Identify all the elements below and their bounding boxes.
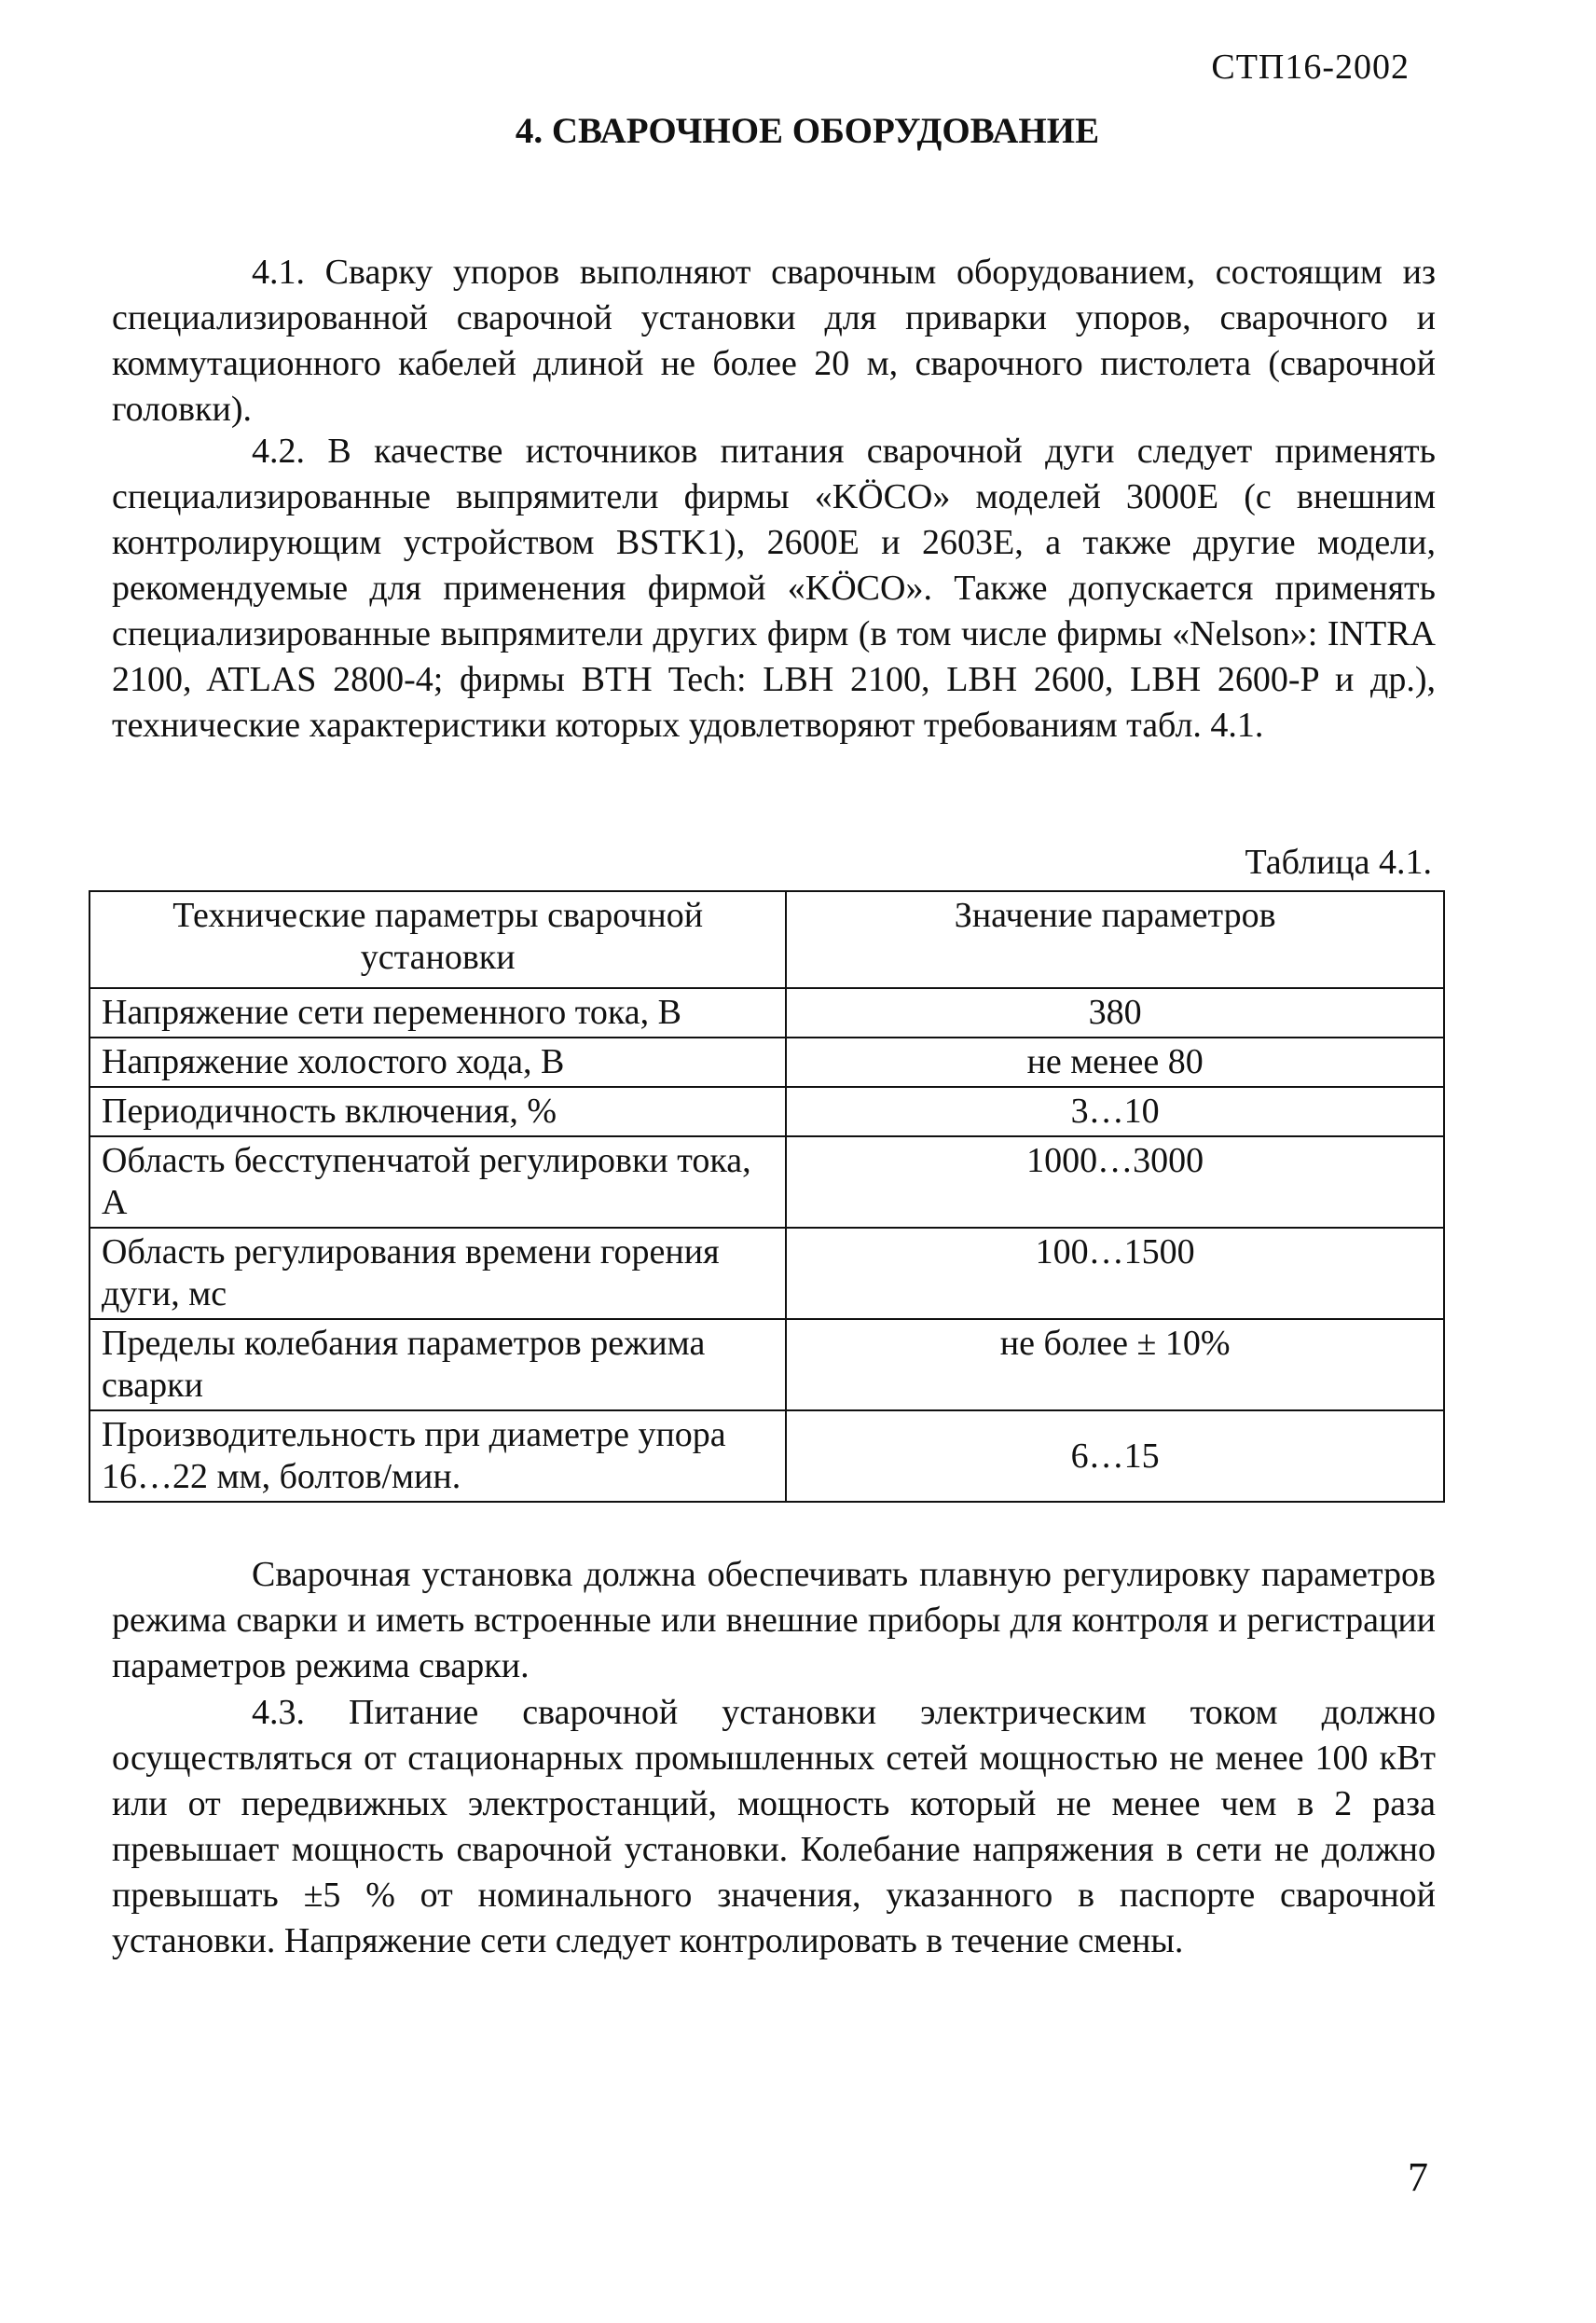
paragraph-4-1: 4.1. Сварку упоров выполняют сварочным оборудованием, состоящим из специализированной сварочной установки для приварки упоров, сварочного и коммутационного кабелей длиной не более 20 м, сварочного пистолета (сварочной головки). bbox=[112, 253, 1436, 429]
table-cell-value: не более ± 10% bbox=[786, 1319, 1444, 1410]
table-cell-parameter: Периодичность включения, % bbox=[89, 1087, 786, 1136]
table-header-row bbox=[89, 891, 1444, 988]
table-row bbox=[89, 988, 1444, 1038]
table-cell-value: 1000…3000 bbox=[786, 1136, 1444, 1228]
table-cell-value: 380 bbox=[786, 988, 1444, 1038]
table-cell-value: 100…1500 bbox=[786, 1228, 1444, 1319]
table-header-parameter: Технические параметры сварочной установки bbox=[89, 891, 786, 988]
table-cell-value: 6…15 bbox=[786, 1410, 1444, 1502]
document-code: СТП16-2002 bbox=[1211, 48, 1410, 87]
page-number: 7 bbox=[1408, 2154, 1428, 2200]
paragraph-after-table: Сварочная установка должна обеспечивать плавную регулировку параметров режима сварки и иметь встроенные или внешние приборы для контроля и регистрации параметров режима сварки. bbox=[112, 1555, 1436, 1685]
table-row bbox=[89, 1410, 1444, 1502]
table-row bbox=[89, 1136, 1444, 1228]
section-title: 4. СВАРОЧНОЕ ОБОРУДОВАНИЕ bbox=[515, 111, 1100, 151]
table-cell-value: 3…10 bbox=[786, 1087, 1444, 1136]
table-cell-parameter: Напряжение сети переменного тока, В bbox=[89, 988, 786, 1038]
table-cell-parameter: Производительность при диаметре упора 16…22 мм, болтов/мин. bbox=[89, 1410, 786, 1502]
paragraph-4-3: 4.3. Питание сварочной установки электрическим током должно осуществляться от стационарных промышленных сетей мощностью не менее 100 кВт или от передвижных электростанций, мощность который не менее чем в 2 раза превышает мощность сварочной установки. Колебание напряжения в сети не должно превышать ±5 % от номинального значения, указанного в паспорте сварочной установки. Напряжение сети следует контролировать в течение смены. bbox=[112, 1693, 1436, 1960]
table-row bbox=[89, 1038, 1444, 1087]
table-cell-parameter: Напряжение холостого хода, В bbox=[89, 1038, 786, 1087]
paragraph-4-2: 4.2. В качестве источников питания сварочной дуги следует применять специализированные выпрямители фирмы «KÖCO» моделей 3000E (с внешним контролирующим устройством BSTK1), 2600E и 2603E, а также другие модели, рекомендуемые для применения фирмой «KÖCO». Также допускается применять специализированные выпрямители других фирм (в том числе фирмы «Nelson»: INTRA 2100, ATLAS 2800-4; фирмы BTH Tech: LBH 2100, LBH 2600, LBH 2600-P и др.), технические характеристики которых удовлетворяют требованиям табл. 4.1. bbox=[112, 432, 1436, 745]
table-caption: Таблица 4.1. bbox=[1245, 843, 1432, 882]
table-cell-parameter: Пределы колебания параметров режима сварки bbox=[89, 1319, 786, 1410]
table-cell-parameter: Область бесступенчатой регулировки тока, А bbox=[89, 1136, 786, 1228]
table-header-value: Значение параметров bbox=[786, 891, 1444, 988]
table-row bbox=[89, 1228, 1444, 1319]
table-cell-value: не менее 80 bbox=[786, 1038, 1444, 1087]
parameters-table bbox=[89, 890, 1445, 1503]
table-row bbox=[89, 1319, 1444, 1410]
table-cell-parameter: Область регулирования времени горения дуги, мс bbox=[89, 1228, 786, 1319]
table-row bbox=[89, 1087, 1444, 1136]
